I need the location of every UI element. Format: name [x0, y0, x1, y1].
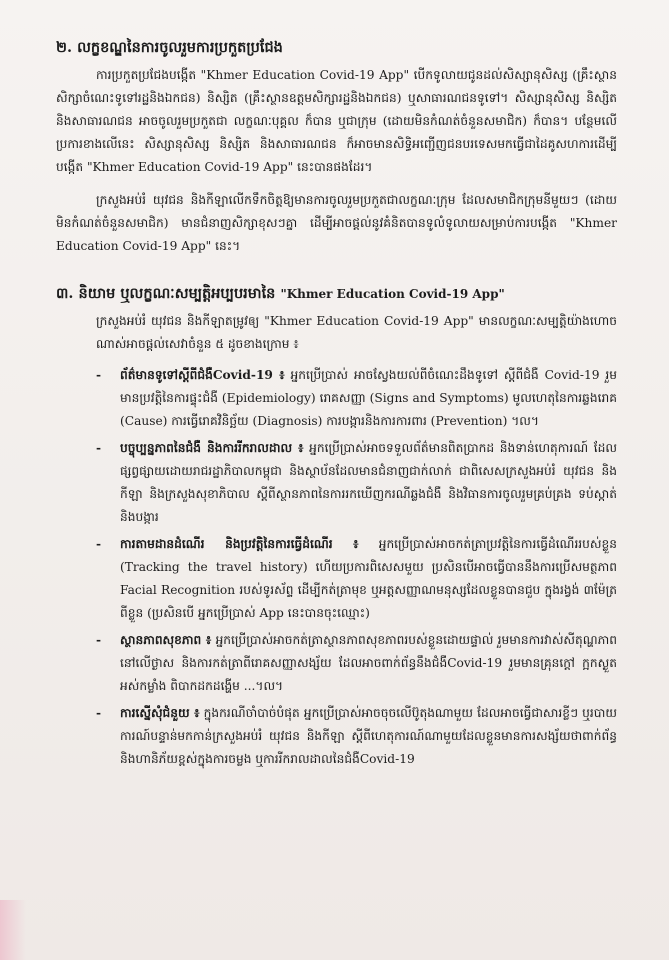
section-2-paragraph-1: ការប្រកួតប្រជែងបង្កើត "Khmer Education Covid-19 App" បើកទូលាយជូនដល់សិស្សានុសិស្ស (គ្រឹះស្ថានសិក្សាចំណេះទូទៅរដ្ឋនិងឯកជន) និស្សិត (គ្រឹះស្ថានឧត្តមសិក្សារដ្ឋនិងឯកជន) ឬសាធារណជនទូទៅ។ សិស្សានុសិស្ស និស្សិត និងសាធារណជន អាចចូលរួមប្រកួតជា លក្ខណៈបុគ្គល ក៏បាន ឬជាក្រុម (ដោយមិនកំណត់ចំនួនសមាជិក) ក៏បាន។ បន្ថែមលើប្រការខាងលើនេះ សិស្សានុសិស្ស និស្សិត និងសាធារណជន ក៏អាចមានសិទ្ធិអញ្ជើញជនបរទេសមកធ្វើជាដៃគូសហការដើម្បីបង្កើត "Khmer Education Covid-19 App" នេះបានផងដែរ។ — [56, 68, 617, 174]
list-item — [96, 533, 617, 625]
item-term: ព័ត៌មានទូទៅស្តីពីជំងឺCovid-19 ៖ — [120, 368, 285, 382]
item-term: ការស្នើសុំជំនួយ ៖ — [120, 706, 200, 720]
section-2-title: ២. លក្ខខណ្ឌនៃការចូលរួមការប្រកួតប្រជែង — [56, 39, 283, 56]
section-gap — [56, 268, 617, 284]
item-text: អ្នកប្រើប្រាស់អាចកត់ត្រាស្ថានភាពសុខភាពរបស់ខ្លួនដោយផ្ទាល់ រួមមានការវាស់សីតុណ្ហភាពនៅលើថ្ងាស និងការកត់ត្រាពីរោគសញ្ញាសង្ស័យ ដែលអាចពាក់ព័ន្ធនឹងជំងឺCovid-19 រួមមានគ្រុនក្តៅ ក្អកស្ងួត អស់កម្លាំង ពិបាកដកដង្ហើម ...។ល។ — [120, 633, 617, 693]
dash-bullet: - — [96, 368, 102, 382]
section-2-paragraph-2: ក្រសួងអប់រំ យុវជន និងកីឡាលើកទឹកចិត្តឱ្យមានការចូលរួមប្រកួតជាលក្ខណៈក្រុម ដែលសមាជិកក្រុមនីមួយៗ (ដោយមិនកំណត់ចំនួនសមាជិក) មានជំនាញសិក្សាខុសៗគ្នា ដើម្បីអាចផ្តល់នូវគំនិតបានទូលំទូលាយសម្រាប់ការបង្កើត "Khmer Education Covid-19 App" នេះ។ — [56, 193, 617, 253]
item-term: ការតាមដានដំណើរ និងប្រវត្តិនៃការធ្វើដំណើរ ៖ — [120, 537, 359, 551]
list-item — [96, 629, 617, 698]
item-text: អ្នកប្រើប្រាស់អាចទទួលព័ត៌មានពិតប្រាកដ និងទាន់ហេតុការណ៍ ដែលផ្សព្វផ្សាយដោយរាជរដ្ឋាភិបាលកម្ពុជា និងស្ថាប័នដែលមានជំនាញជាក់លាក់ ជាពិសេសក្រសួងអប់រំ យុវជន និងកីឡា និងក្រសួងសុខាភិបាល ស្តីពីស្ថានភាពនៃការរកឃើញករណីឆ្លងជំងឺ និងវិធានការចូលរួមគ្រប់គ្រង ទប់ស្កាត់ និងបង្ការ — [120, 441, 617, 524]
item-text: អ្នកប្រើប្រាស់ អាចស្វែងយល់ពីចំណេះដឹងទូទៅ ស្តីពីជំងឺ Covid-19 រួមមានប្រវត្តិនៃការផ្ទុះជំងឺ (Epidemiology) រោគសញ្ញា (Signs and Symptoms) មូលហេតុនៃការឆ្លងរោគ (Cause) ការធ្វើរោគវិនិច្ឆ័យ (Diagnosis) ការបង្ការនិងការការពារ (Prevention) ។ល។ — [120, 368, 617, 428]
item-term: ស្ថានភាពសុខភាព ៖ — [120, 633, 212, 647]
section-3-intro: ក្រសួងអប់រំ យុវជន និងកីឡាតម្រូវឲ្យ "Khmer Education Covid-19 App" មានលក្ខណៈសម្បត្តិយ៉ាងហោចណាស់អាចផ្តល់សេវាចំនួន ៥ ដូចខាងក្រោម ៖ — [96, 314, 617, 351]
item-text: អ្នកប្រើប្រាស់អាចកត់ត្រាប្រវត្តិនៃការធ្វើដំណើររបស់ខ្លួន (Tracking the travel history) ហើយប្រការពិសេសមួយ ប្រសិនបើអាចធ្វើបាននឹងការប្រើសមត្ថភាព Facial Recognition របស់ទូរស័ព្ទ ដើម្បីកត់ត្រាមុខ ឬអត្តសញ្ញាណមនុស្សដែលខ្លួនបានជួប ក្នុងរង្វង់ ៣ម៉ែត្រ ពីខ្លួន (ប្រសិនបើ អ្នកប្រើប្រាស់ App នេះបានចុះឈ្មោះ) — [120, 537, 617, 620]
item-term: បច្ចុប្បន្នភាពនៃជំងឺ និងការរីករាលដាល ៖ — [120, 441, 304, 455]
item-text: ក្នុងករណីចាំបាច់បំផុត អ្នកប្រើប្រាស់អាចចុចលើប៊ូតុងណាមួយ ដែលអាចធ្វើជាសារខ្លីៗ ឬរបាយការណ៍បន្ទាន់មកកាន់ក្រសួងអប់រំ យុវជន និងកីឡា ស្តីពីហេតុការណ៍ណាមួយដែលខ្លួនមានការសង្ស័យថាពាក់ព័ន្ធនិងហានិភ័យខ្ពស់ក្នុងការចម្លង ឬការរីករាលដាលនៃជំងឺCovid-19 — [120, 706, 617, 766]
dash-bullet: - — [96, 441, 102, 455]
section-3-title — [56, 284, 617, 304]
dash-bullet: - — [96, 537, 102, 551]
list-item — [96, 702, 617, 771]
list-item — [96, 364, 617, 433]
service-list — [96, 364, 617, 771]
section-3-title-app: "Khmer Education Covid-19 App" — [280, 287, 505, 301]
list-item — [96, 437, 617, 529]
dash-bullet: - — [96, 633, 102, 647]
section-3-title-text: ៣. និយាម ឬលក្ខណៈសម្បត្តិអប្បបរមានៃ — [56, 285, 276, 302]
dash-bullet: - — [96, 706, 102, 720]
paper-stain — [0, 900, 26, 960]
